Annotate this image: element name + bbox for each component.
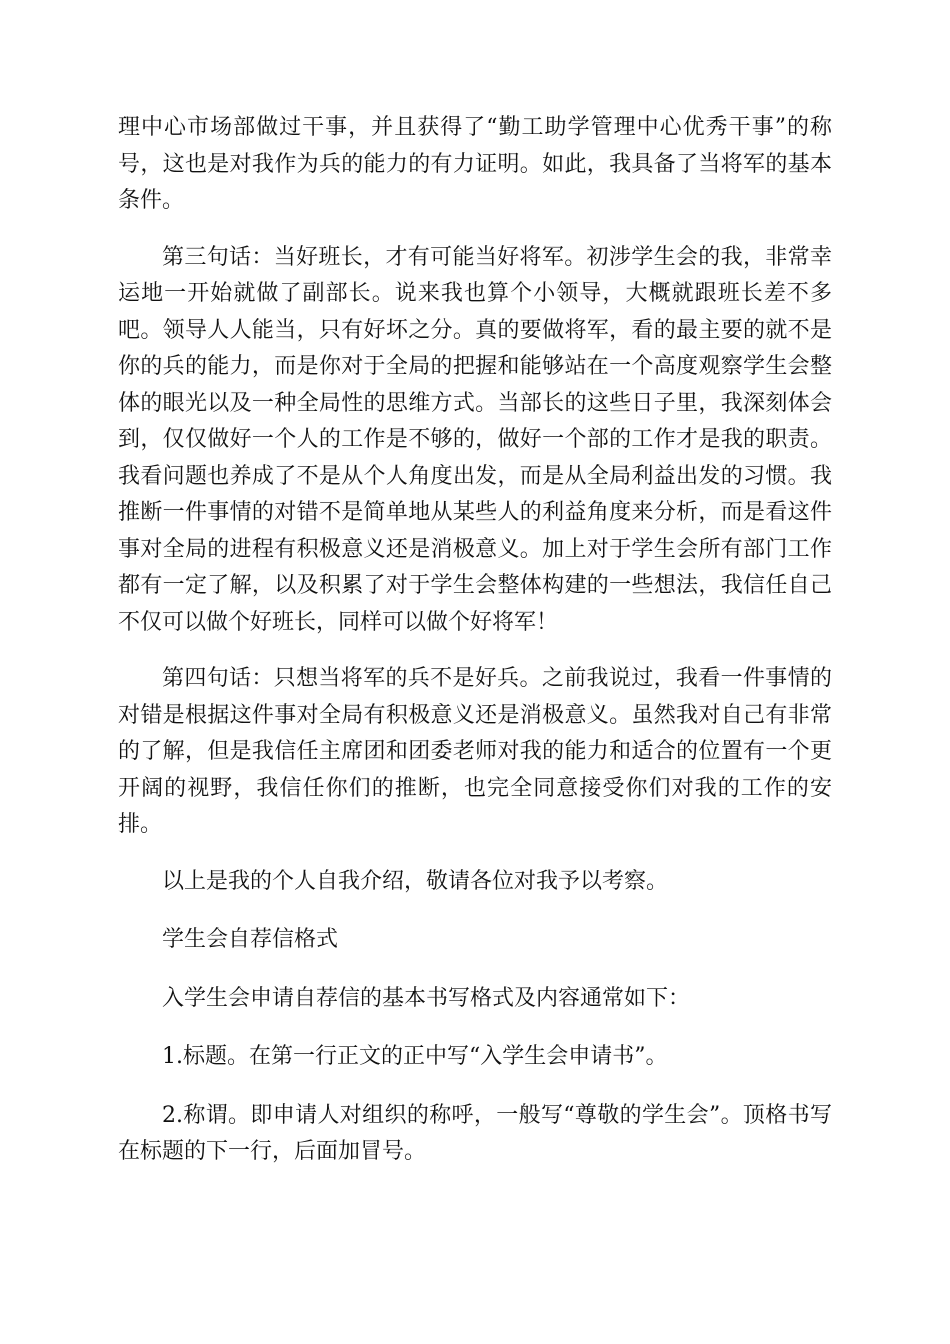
paragraph-format-title: 1.标题。在第一行正文的正中写“入学生会申请书”。 <box>162 1044 668 1069</box>
paragraph-closing: 以上是我的个人自我介绍，敬请各位对我予以考察。 <box>162 868 669 894</box>
paragraph-format-intro: 入学生会申请自荐信的基本书写格式及内容通常如下： <box>162 985 691 1011</box>
paragraph-third-sentence: 第三句话：当好班长，才有可能当好将军。初涉学生会的我，非常幸运地一开始就做了副部长。说来我也算个小领导，大概就跟班长差不多吧。领导人人能当，只有好坏之分。真的要做将军，看的最主要的就不是你的兵的能力，而是你对于全局的把握和能够站在一个高度观察学生会整体的眼光以及一种全局性的思维方式。当部长的这些日子里，我深刻体会到，仅仅做好一个人的工作是不够的，做好一个部的工作才是我的职责。我看问题也养成了不是从个人角度出发，而是从全局利益出发的习惯。我推断一件事情的对错不是简单地从某些人的利益角度来分析，而是看这件事对全局的进程有积极意义还是消极意义。加上对于学生会所有部门工作都有一定了解，以及积累了对于学生会整体构建的一些想法，我信任自己不仅可以做个好班长，同样可以做个好将军！ <box>118 244 832 635</box>
section-heading: 学生会自荐信格式 <box>162 927 339 952</box>
paragraph-continuation: 理中心市场部做过干事，并且获得了“勤工助学管理中心优秀干事”的称号，这也是对我作为兵的能力的有力证明。如此，我具备了当将军的基本条件。 <box>118 115 832 213</box>
paragraph-format-salutation: 2.称谓。即申请人对组织的称呼，一般写“尊敬的学生会”。顶格书写在标题的下一行，后面加冒号。 <box>118 1102 832 1164</box>
document-body <box>118 110 832 1191</box>
paragraph-fourth-sentence: 第四句话：只想当将军的兵不是好兵。之前我说过，我看一件事情的对错是根据这件事对全局有积极意义还是消极意义。虽然我对自己有非常的了解，但是我信任主席团和团委老师对我的能力和适合的位置有一个更开阔的视野，我信任你们的推断，也完全同意接受你们对我的工作的安排。 <box>118 666 832 837</box>
